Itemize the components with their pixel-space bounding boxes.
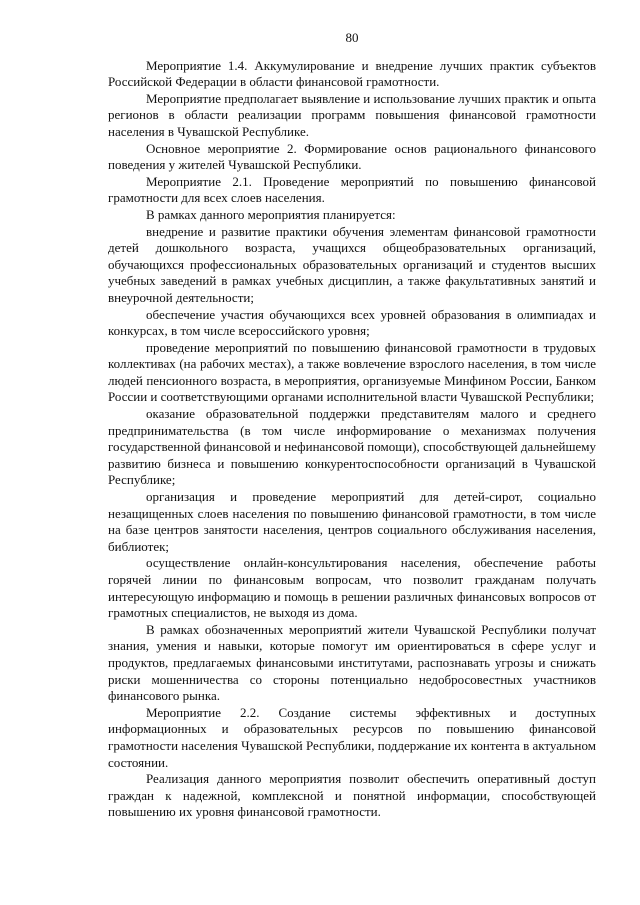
paragraph-measure-1-4: Мероприятие 1.4. Аккумулирование и внедрение лучших практик субъектов Российской Федерации в области финансовой грамотности. [108,57,596,90]
paragraph-measure-2-2: Мероприятие 2.2. Создание системы эффективных и доступных информационных и образовательных ресурсов по повышению финансовой грамотности населения Чувашской Республики, поддержание их контента в актуальном состоянии. [108,704,596,770]
paragraph-main-measure-2: Основное мероприятие 2. Формирование основ рационального финансового поведения у жителей Чувашской Республики. [108,140,596,173]
paragraph-item-online-consulting: осуществление онлайн-консультирования населения, обеспечение работы горячей линии по финансовым вопросам, что позволит гражданам получать интересующую информацию и помощь в решении различных финансовых вопросов от грамотных специалистов, не выходя из дома. [108,555,596,621]
paragraph-measure-1-4-description: Мероприятие предполагает выявление и использование лучших практик и опыта регионов в области реализации программ повышения финансовой грамотности населения в Чувашской Республике. [108,90,596,139]
paragraph-planned-intro: В рамках данного мероприятия планируется: [146,206,396,222]
document-page [108,30,596,821]
paragraph-item-training-practice: внедрение и развитие практики обучения элементам финансовой грамотности детей дошкольного возраста, учащихся общеобразовательных организаций, обучающихся профессиональных образовательных организаций и студентов высших учебных заведений в рамках учебных дисциплин, а также факультативных занятий и внеурочной деятельности; [108,223,596,305]
paragraph-item-labor-collectives: проведение мероприятий по повышению финансовой грамотности в трудовых коллективах (на рабочих местах), а также вовлечение взрослого населения, в том числе людей пенсионного возраста, в мероприятия, организуемые Минфином России, Банком России и соответствующими органами исполнительной власти Чувашской Республики; [108,339,596,405]
paragraph-outcomes: В рамках обозначенных мероприятий жители Чувашской Республики получат знания, умения и навыки, которые помогут им ориентироваться в сфере услуг и продуктов, предлагаемых финансовыми институтами, распознавать угрозы и снижать риски мошенничества со стороны потенциально недобросовестных участников финансового рынка. [108,621,596,704]
paragraph-item-orphans-events: организация и проведение мероприятий для детей-сирот, социально незащищенных слоев населения по повышению финансовой грамотности, в том числе на базе центров занятости населения, центров социального обслуживания населения, библиотек; [108,489,596,554]
page-number: 80 [345,30,359,45]
paragraph-measure-2-1: Мероприятие 2.1. Проведение мероприятий по повышению финансовой грамотности для всех слоев населения. [108,173,596,206]
paragraph-implementation: Реализация данного мероприятия позволит обеспечить оперативный доступ граждан к надежной, комплексной и понятной информации, способствующей повышению их уровня финансовой грамотности. [108,771,596,820]
paragraph-item-business-support: оказание образовательной поддержки представителям малого и среднего предпринимательства (в том числе информирование о механизмах получения государственной финансовой и нефинансовой помощи), способствующей дальнейшему развитию бизнеса и повышению конкурентоспособности организаций в Чувашской Республике; [108,406,596,488]
paragraph-item-olympiads: обеспечение участия обучающихся всех уровней образования в олимпиадах и конкурсах, в том числе всероссийского уровня; [108,306,596,339]
